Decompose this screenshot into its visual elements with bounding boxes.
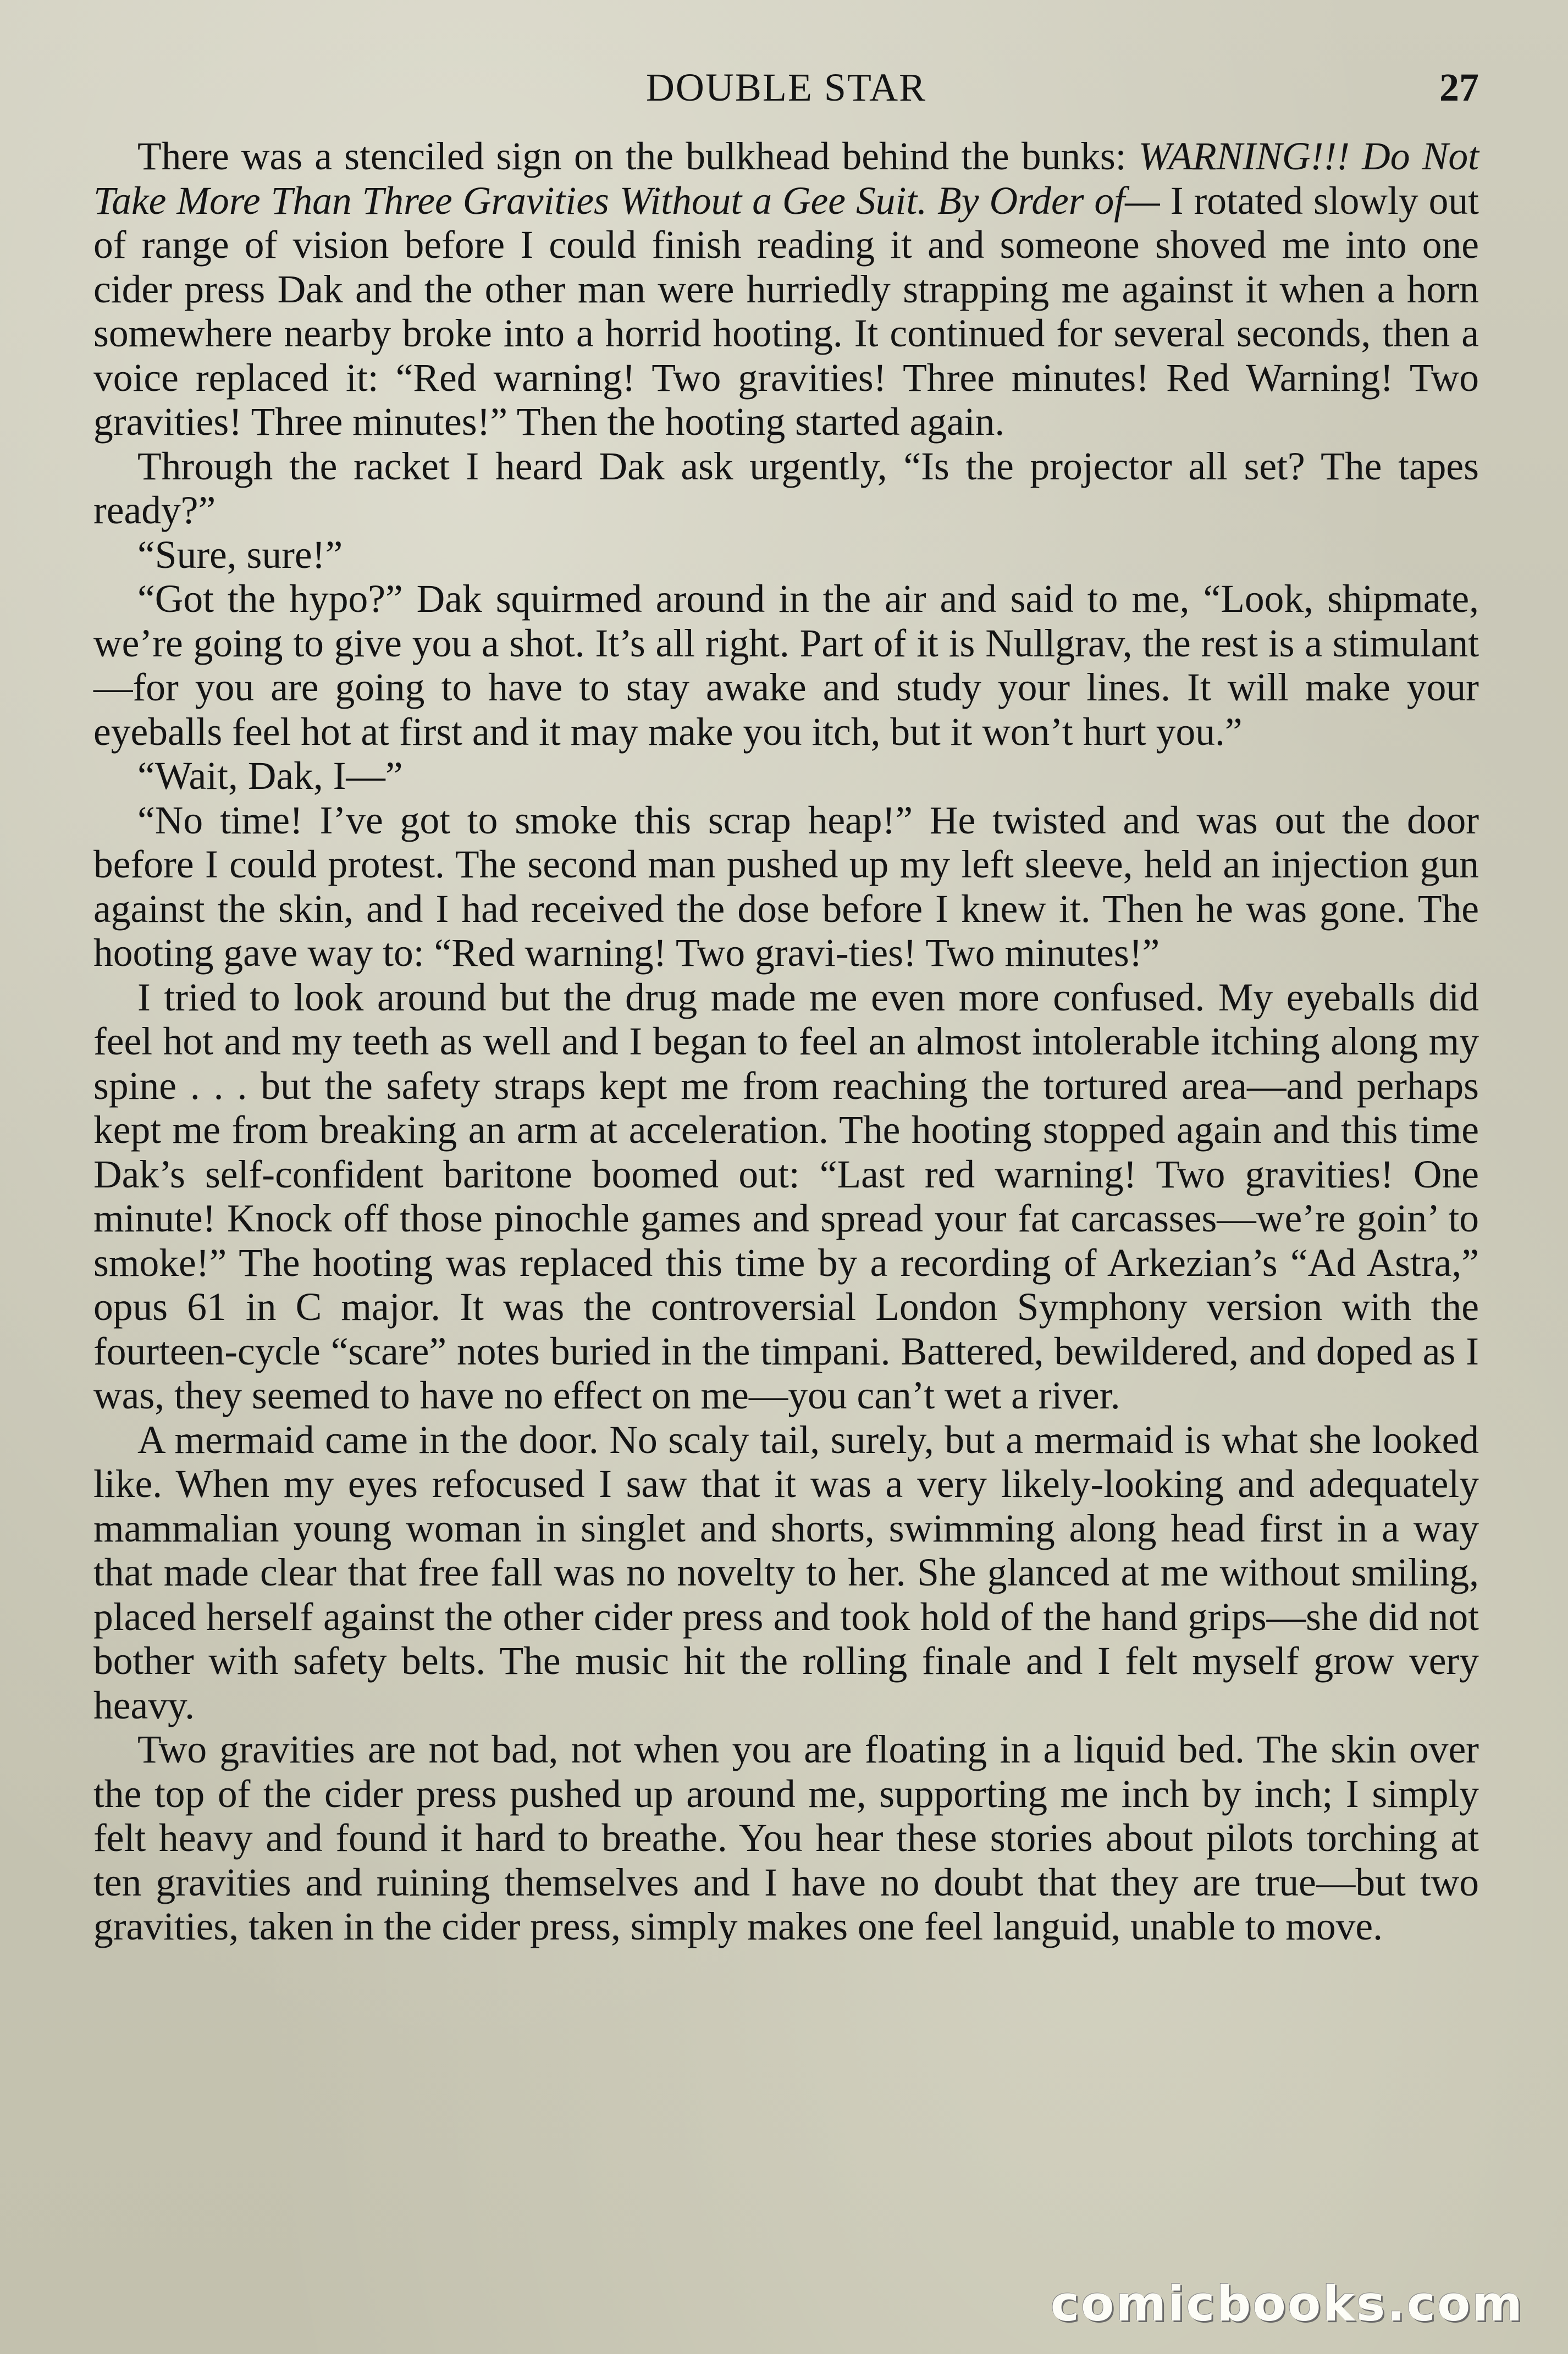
italic-text-run: WARNING!!! Do Not Take More Than Three Gravities Without a Gee Suit. By Order of— [93, 135, 1479, 223]
running-head [93, 65, 1479, 114]
text-run: “Sure, sure!” [137, 533, 343, 577]
page-number: 27 [1439, 65, 1479, 109]
text-run: “Wait, Dak, I—” [137, 754, 403, 798]
text-run: I tried to look around but the drug made me even more confused. My eyeballs did feel hot and my teeth as well and I began to feel an almost intolerable itching along my spine . . . but the safety straps kept me from reaching the tortured area—and perhaps kept me from breaking an arm at acceleration. The hooting stopped again and this time Dak’s self-confident baritone boomed out: “Last red warning! Two gravities! One minute! Knock off those pinochle games and spread your fat carcasses—we’re goin’ to smoke!” The hooting was replaced this time by a recording of Arkezian’s “Ad Astra,” opus 61 in C major. It was the controversial London Symphony version with the fourteen-cycle “scare” notes buried in the timpani. Battered, bewildered, and doped as I was, they seemed to have no effect on me—you can’t wet a river. [93, 975, 1479, 1417]
paragraph [93, 445, 1479, 533]
paragraph [93, 577, 1479, 754]
text-run: “Got the hypo?” Dak squirmed around in the air and said to me, “Look, shipmate, we’re going to give you a shot. It’s all right. Part of it is Nullgrav, the rest is a stimulant—for you are going to have to stay awake and study your lines. It will make your eyeballs feel hot at first and it may make you itch, but it won’t hurt you.” [93, 577, 1479, 754]
text-run: Through the racket I heard Dak ask urgently, “Is the projector all set? The tapes ready?” [93, 444, 1479, 532]
paragraph [93, 1418, 1479, 1728]
watermark: comicbooks.com [1050, 2275, 1524, 2332]
paragraph [93, 754, 1479, 799]
paragraph [93, 976, 1479, 1418]
paragraph [93, 135, 1479, 445]
text-run: There was a stenciled sign on the bulkhead behind the bunks: [137, 135, 1139, 178]
book-title: DOUBLE STAR [645, 65, 927, 109]
paragraph [93, 533, 1479, 578]
paragraph [93, 1728, 1479, 1949]
text-run: Two gravities are not bad, not when you are floating in a liquid bed. The skin over the top of the cider press pushed up around me, supporting me inch by inch; I simply felt heavy and found it hard to breathe. You hear these stories about pilots torching at ten gravities and ruining themselves and I have no doubt that they are true—but two gravities, taken in the cider press, simply makes one feel languid, unable to move. [93, 1728, 1479, 1948]
paragraph [93, 799, 1479, 976]
text-run: I rotated slowly out of range of vision before I could finish reading it and someone shoved me into one cider press Dak and the other man were hurriedly strapping me against it when a horn somewhere nearby broke into a horrid hooting. It continued for several seconds, then a voice replaced it: “Red warning! Two gravities! Three minutes! Red Warning! Two gravities! Three minutes!” Then the hooting started again. [93, 179, 1479, 444]
body-text [93, 135, 1479, 1949]
text-run: A mermaid came in the door. No scaly tail, surely, but a mermaid is what she looked like. When my eyes refocused I saw that it was a very likely-looking and adequately mammalian young woman in singlet and shorts, swimming along head first in a way that made clear that free fall was no novelty to her. She glanced at me without smiling, placed herself against the other cider press and took hold of the hand grips—she did not bother with safety belts. The music hit the rolling finale and I felt myself grow very heavy. [93, 1418, 1479, 1727]
text-run: “No time! I’ve got to smoke this scrap heap!” He twisted and was out the door before I could protest. The second man pushed up my left sleeve, held an injection gun against the skin, and I had received the dose before I knew it. Then he was gone. The hooting gave way to: “Red warning! Two gravi-ties! Two minutes!” [93, 798, 1479, 975]
